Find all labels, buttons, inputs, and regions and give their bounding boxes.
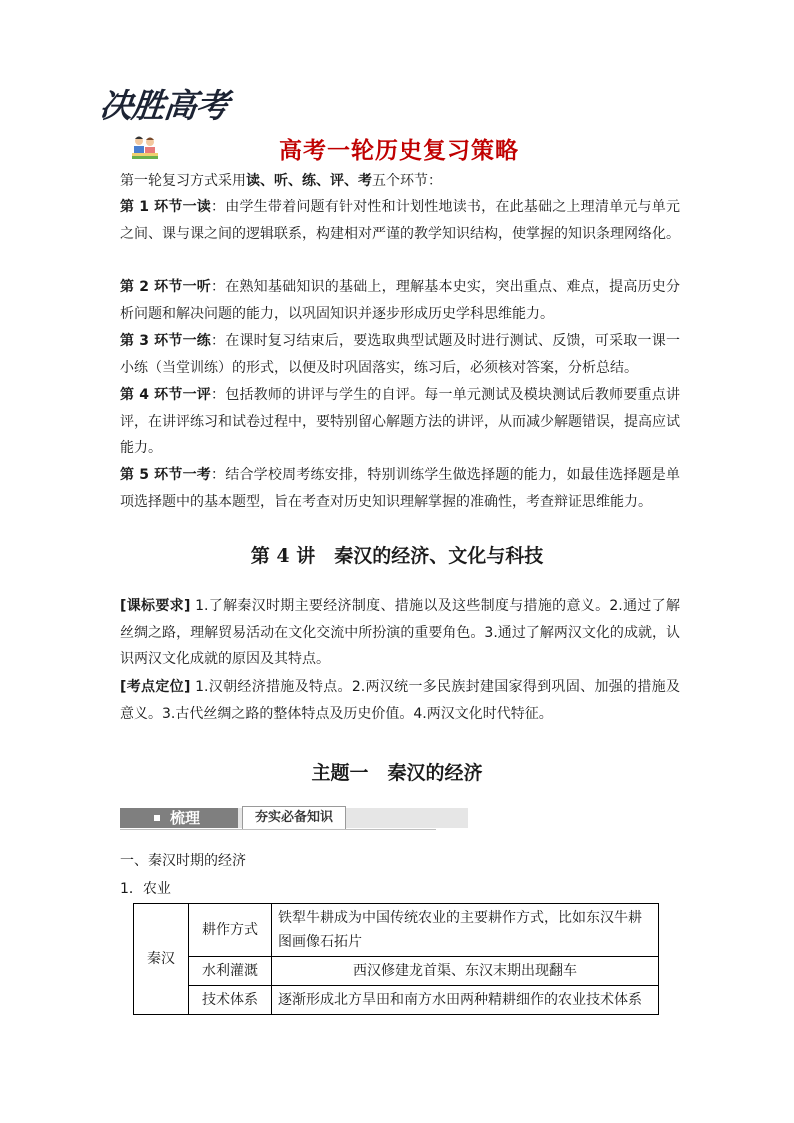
- table-cell-value: 逐渐形成北方旱田和南方水田两种精耕细作的农业技术体系: [272, 986, 659, 1015]
- section-practice: 第 3 环节一练：在课时复习结束后，要选取典型试题及时进行测试、反馈，可采取一课一小练（当堂训练）的形式，以便及时巩固落实，练习后，必须核对答案，分析总结。: [120, 333, 680, 376]
- logo-text: 决胜高考: [97, 86, 230, 125]
- divider: [120, 829, 436, 830]
- intro-line: 第一轮复习方式采用读、听、练、评、考五个环节：: [120, 173, 442, 189]
- section-bar-tag: 夯实必备知识: [242, 806, 346, 830]
- table-row: [134, 957, 659, 986]
- section-review: 第 4 环节一评：包括教师的讲评与学生的自评。每一单元测试及模块测试后教师要重点讲评，在讲评练习和试卷过程中，要特别留心解题方法的讲评，从而减少解题错误，提高应试能力。: [120, 387, 680, 456]
- table-cell-key: 耕作方式: [189, 904, 272, 957]
- section-read: 第 1 环节一读：由学生带着问题有针对性和计划性地读书，在此基础之上理清单元与单元之间、课与课之间的逻辑联系，构建相对严谨的教学知识结构，使掌握的知识条理网络化。: [120, 199, 680, 242]
- agriculture-table: [133, 903, 659, 1015]
- section-listen: 第 2 环节一听：在熟知基础知识的基础上，理解基本史实，突出重点、难点，提高历史分析问题和解决问题的能力，以巩固知识并逐步形成历史学科思维能力。: [120, 279, 680, 322]
- curriculum-requirements: [课标要求] 1.了解秦汉时期主要经济制度、措施以及这些制度与措施的意义。2.通过了解丝绸之路，理解贸易活动在文化交流中所扮演的重要角色。3.通过了解两汉文化的成就，认识两汉文化成就的原因及其特点。: [120, 598, 680, 667]
- section-bar-label: 梳理: [120, 808, 238, 828]
- table-cell-era: 秦汉: [134, 904, 189, 1015]
- table-cell-key: 技术体系: [189, 986, 272, 1015]
- table-cell-key: 水利灌溉: [189, 957, 272, 986]
- heading-economy: 一、秦汉时期的经济: [120, 853, 246, 869]
- table-cell-value: 铁犁牛耕成为中国传统农业的主要耕作方式，比如东汉牛耕图画像石拓片: [272, 904, 659, 957]
- table-cell-value: 西汉修建龙首渠、东汉末期出现翻车: [272, 957, 659, 986]
- heading-agriculture: 1．农业: [120, 881, 171, 897]
- table-row: [134, 904, 659, 957]
- exam-points: [考点定位] 1.汉朝经济措施及特点。2.两汉统一多民族封建国家得到巩固、加强的措施及意义。3.古代丝绸之路的整体特点及历史价值。4.两汉文化时代特征。: [120, 679, 680, 722]
- page-title: 高考一轮历史复习策略: [279, 138, 519, 164]
- table-row: [134, 986, 659, 1015]
- section-test: 第 5 环节一考：结合学校周考练安排，特别训练学生做选择题的能力，如最佳选择题是单项选择题中的基本题型，旨在考查对历史知识理解掌握的准确性，考查辩证思维能力。: [120, 467, 680, 510]
- section-bar: [120, 806, 436, 830]
- square-bullet-icon: [154, 815, 160, 821]
- lecture-title: 第 4 讲 秦汉的经济、文化与科技: [250, 545, 544, 567]
- theme-title: 主题一 秦汉的经济: [311, 762, 483, 784]
